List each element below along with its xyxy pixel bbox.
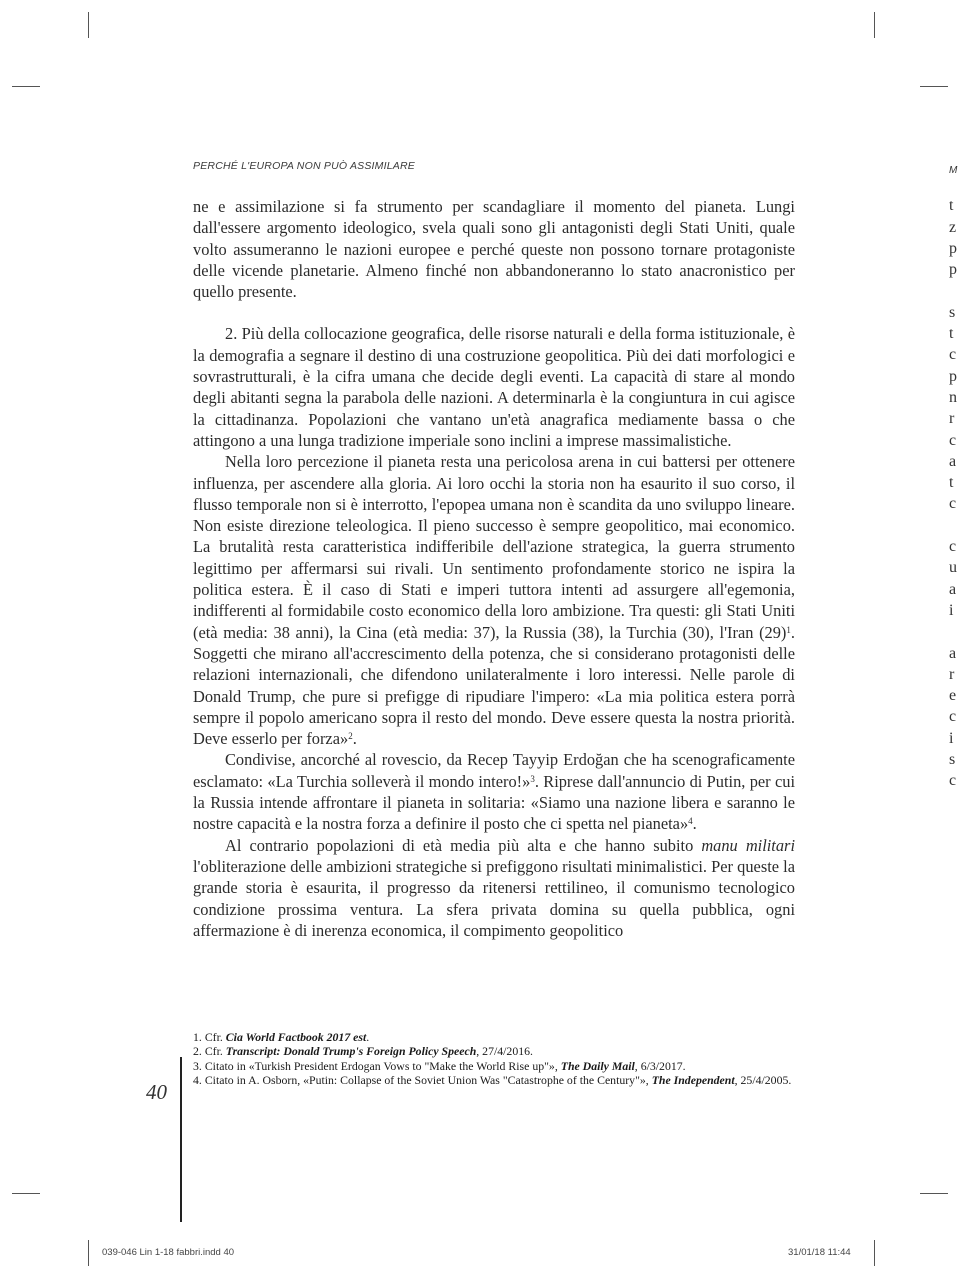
facing-page-letter: c [949,346,957,364]
facing-page-letter: i [949,729,954,747]
footnotes [193,1030,795,1088]
facing-page-letter: u [949,559,957,577]
facing-page-letter [949,280,960,301]
page-number: 40 [146,1080,167,1104]
footnote-ref[interactable]: 1 [786,624,791,635]
facing-page-letter: i [949,601,954,619]
crop-mark [874,12,875,38]
footnote: 4. Citato in A. Osborn, «Putin: Collapse of the Soviet Union Was "Catastrophe of the Century"», The Independent, 25/4/2005. [193,1073,792,1088]
facing-page-edge [949,160,960,792]
footnote: 2. Cfr. Transcript: Donald Trump's Foreign Policy Speech, 27/4/2016. [193,1044,533,1059]
paragraph-text: Al contrario popolazioni di età media più alta e che hanno subito [225,835,702,855]
facing-page-letter: a [949,452,957,470]
crop-mark [12,1193,40,1194]
crop-mark [920,1193,948,1194]
facing-page-letter: e [949,687,957,705]
facing-page-letter: n [949,388,957,406]
facing-page-letter: t [949,197,954,215]
paragraph-text: Condivise, ancorché al rovescio, da Recep Tayyip Erdoğan che ha scenograficamente esclamato: «La Turchia solleverà il mondo intero!» [193,750,795,791]
footnote-ref[interactable]: 4 [688,816,693,827]
crop-mark [88,12,89,38]
paragraph: Condivise, ancorché al rovescio, da Recep Tayyip Erdoğan che ha scenograficamente esclamato: «La Turchia solleverà il mondo intero!»$^3$. Riprese dall'annuncio di Putin, per cui la Russia intende affrontare il pianeta in solitaria: «Siamo una nazione libera e saranno le nostre capacità e la nostra forza a definire il posto che ci spetta nel pianeta»$^4$. [193,750,795,834]
paragraph-text: . Soggetti che mirano all'accrescimento della potenza, che si considerano protagonisti delle relazioni internazionali, che difendono unilateralmente i loro interessi. Nelle parole di Donald Trump, che pure si prefigge di ripudiare l'impero: «La mia politica estera porrà sempre il popolo americano sopra il resto del mondo. Deve essere questa la nostra priorità. Deve esserlo per forza» [193,622,795,749]
facing-page-letter: c [949,708,957,726]
facing-page-letter: r [949,665,955,683]
paragraph-text: l'obliterazione delle ambizioni strategiche si prefiggono risultati minimalistici. Per queste la grande storia è esaurita, il progresso da ritenersi rettilineo, il comunismo tecnologico condizione prossima ventura. La sfera privata domina su quella pubblica, ogni affermazione è di inerenza economica, il compimento geopolitico [193,856,795,940]
facing-page-letter: z [949,218,957,236]
crop-mark [88,1240,89,1266]
crop-mark [12,86,40,87]
running-head: PERCHÉ L'EUROPA NON PUÒ ASSIMILARE [193,160,415,172]
facing-page-letter: c [949,431,957,449]
crop-mark [920,86,948,87]
facing-page-letter [949,515,960,536]
facing-page-head: M [949,165,958,176]
crop-mark [874,1240,875,1266]
facing-page-letter: c [949,495,957,513]
facing-page-letter: t [949,325,954,343]
print-slug-date: 31/01/18 11:44 [788,1247,851,1258]
facing-page-letter: p [949,239,957,257]
facing-page-letter: c [949,538,957,556]
paragraph-text: Nella loro percezione il pianeta resta una pericolosa arena in cui battersi per ottenere influenza, per ascendere alla gloria. Ai loro occhi la storia non ha esaurito il suo corso, il flusso temporale non si è interrotto, l'epopea umana non è scandita da uno sviluppo lineare. Non esiste direzione teleologica. Il pieno successo è sempre geopolitico, mai economico. La brutalità resta caratteristica indifferibile dell'azione strategica, la guerra strumento legittimo per affermarsi sui rivali. Un sentimento profondamente storico ne ispira la politica estera. È il caso di Stati e imperi tuttora intenti ad assurgere all'egemonia, indifferenti al formidabile costo economico della loro ambizione. Tra questi: gli Stati Uniti (età media: 38 anni), la Cina (età media: 37), la Russia (38), la Turchia (30), l'Iran (29) [193,452,795,642]
body-text [193,196,795,941]
facing-page-letter: s [949,751,956,769]
facing-page-letter: p [949,367,957,385]
facing-page-letter: s [949,303,956,321]
footnote-ref[interactable]: 3 [530,773,535,784]
facing-page-letter: t [949,474,954,492]
facing-page-letters [949,195,960,791]
facing-page-letter: p [949,261,957,279]
print-slug-file: 039-046 Lin 1-18 fabbri.indd 40 [102,1247,235,1258]
footnote: 3. Citato in «Turkish President Erdogan Vows to "Make the World Rise up"», The Daily Mail, 6/3/2017. [193,1058,686,1073]
paragraph [193,835,795,941]
facing-page-letter: r [949,410,955,428]
paragraph: Nella loro percezione il pianeta resta una pericolosa arena in cui battersi per ottenere influenza, per ascendere alla gloria. Ai loro occhi la storia non ha esaurito il suo corso, il flusso temporale non si è interrotto, l'epopea umana non è scandita da uno sviluppo lineare. Non esiste direzione teleologica. Il pieno successo è sempre geopolitico, mai economico. La brutalità resta caratteristica indifferibile dell'azione strategica, la guerra strumento legittimo per affermarsi sui rivali. Un sentimento profondamente storico ne ispira la politica estera. È il caso di Stati e imperi tuttora intenti ad assurgere all'egemonia, indifferenti al formidabile costo economico della loro ambizione. Tra questi: gli Stati Uniti (età media: 38 anni), la Cina (età media: 37), la Russia (38), la Turchia (30), l'Iran $(29)^1$. Soggetti che mirano all'accrescimento della potenza, che si considerano protagonisti delle relazioni internazionali, che difendono unilateralmente i loro interessi. Nelle parole di Donald Trump, che pure si prefigge di ripudiare l'impero: «La mia politica estera porrà sempre il popolo americano sopra il resto del mondo. Deve essere questa la nostra priorità. Deve esserlo per forza»$^2$. [193,452,795,749]
footnote-ref[interactable]: 2 [348,731,353,742]
facing-page-letter: c [949,772,957,790]
footnote: 1. Cfr. Cia World Factbook 2017 est. [193,1030,370,1044]
facing-page-letter: a [949,580,957,598]
paragraph: ne e assimilazione si fa strumento per scandagliare il momento del pianeta. Lungi dall'essere argomento ideologico, svela quali sono gli antagonisti degli Stati Uniti, quale volto assumeranno le nazioni europee e perché queste non possono tornare protagoniste delle vicende planetarie. Almeno finché non abbandoneranno lo stato anacronistico per quello presente. [193,197,795,302]
paragraph-text: . Riprese dall'annuncio di Putin, per cui la Russia intende affrontare il pianeta in solitaria: «Siamo una nazione libera e saranno le nostre capacità e la nostra forza a definire il posto che ci spetta nel pianeta» [193,771,795,834]
facing-page-letter: a [949,644,957,662]
italic-phrase: manu militari [701,835,795,855]
facing-page-letter [949,621,960,642]
margin-rule [180,1057,182,1222]
paragraph: 2. Più della collocazione geografica, delle risorse naturali e della forma istituzionale, è la demografia a segnare il destino di una costruzione geopolitica. Più dei dati morfologici e sovrastrutturali, è la cifra umana che decide degli eventi. La capacità di stare al mondo degli abitanti segna la parabola delle nazioni. A determinarla è la congiuntura in cui agisce la cittadinanza. Popolazioni che vantano un'età anagrafica mediamente bassa o che attingono a una lunga tradizione imperiale sono inclini a imprese massimalistiche. [193,324,795,450]
